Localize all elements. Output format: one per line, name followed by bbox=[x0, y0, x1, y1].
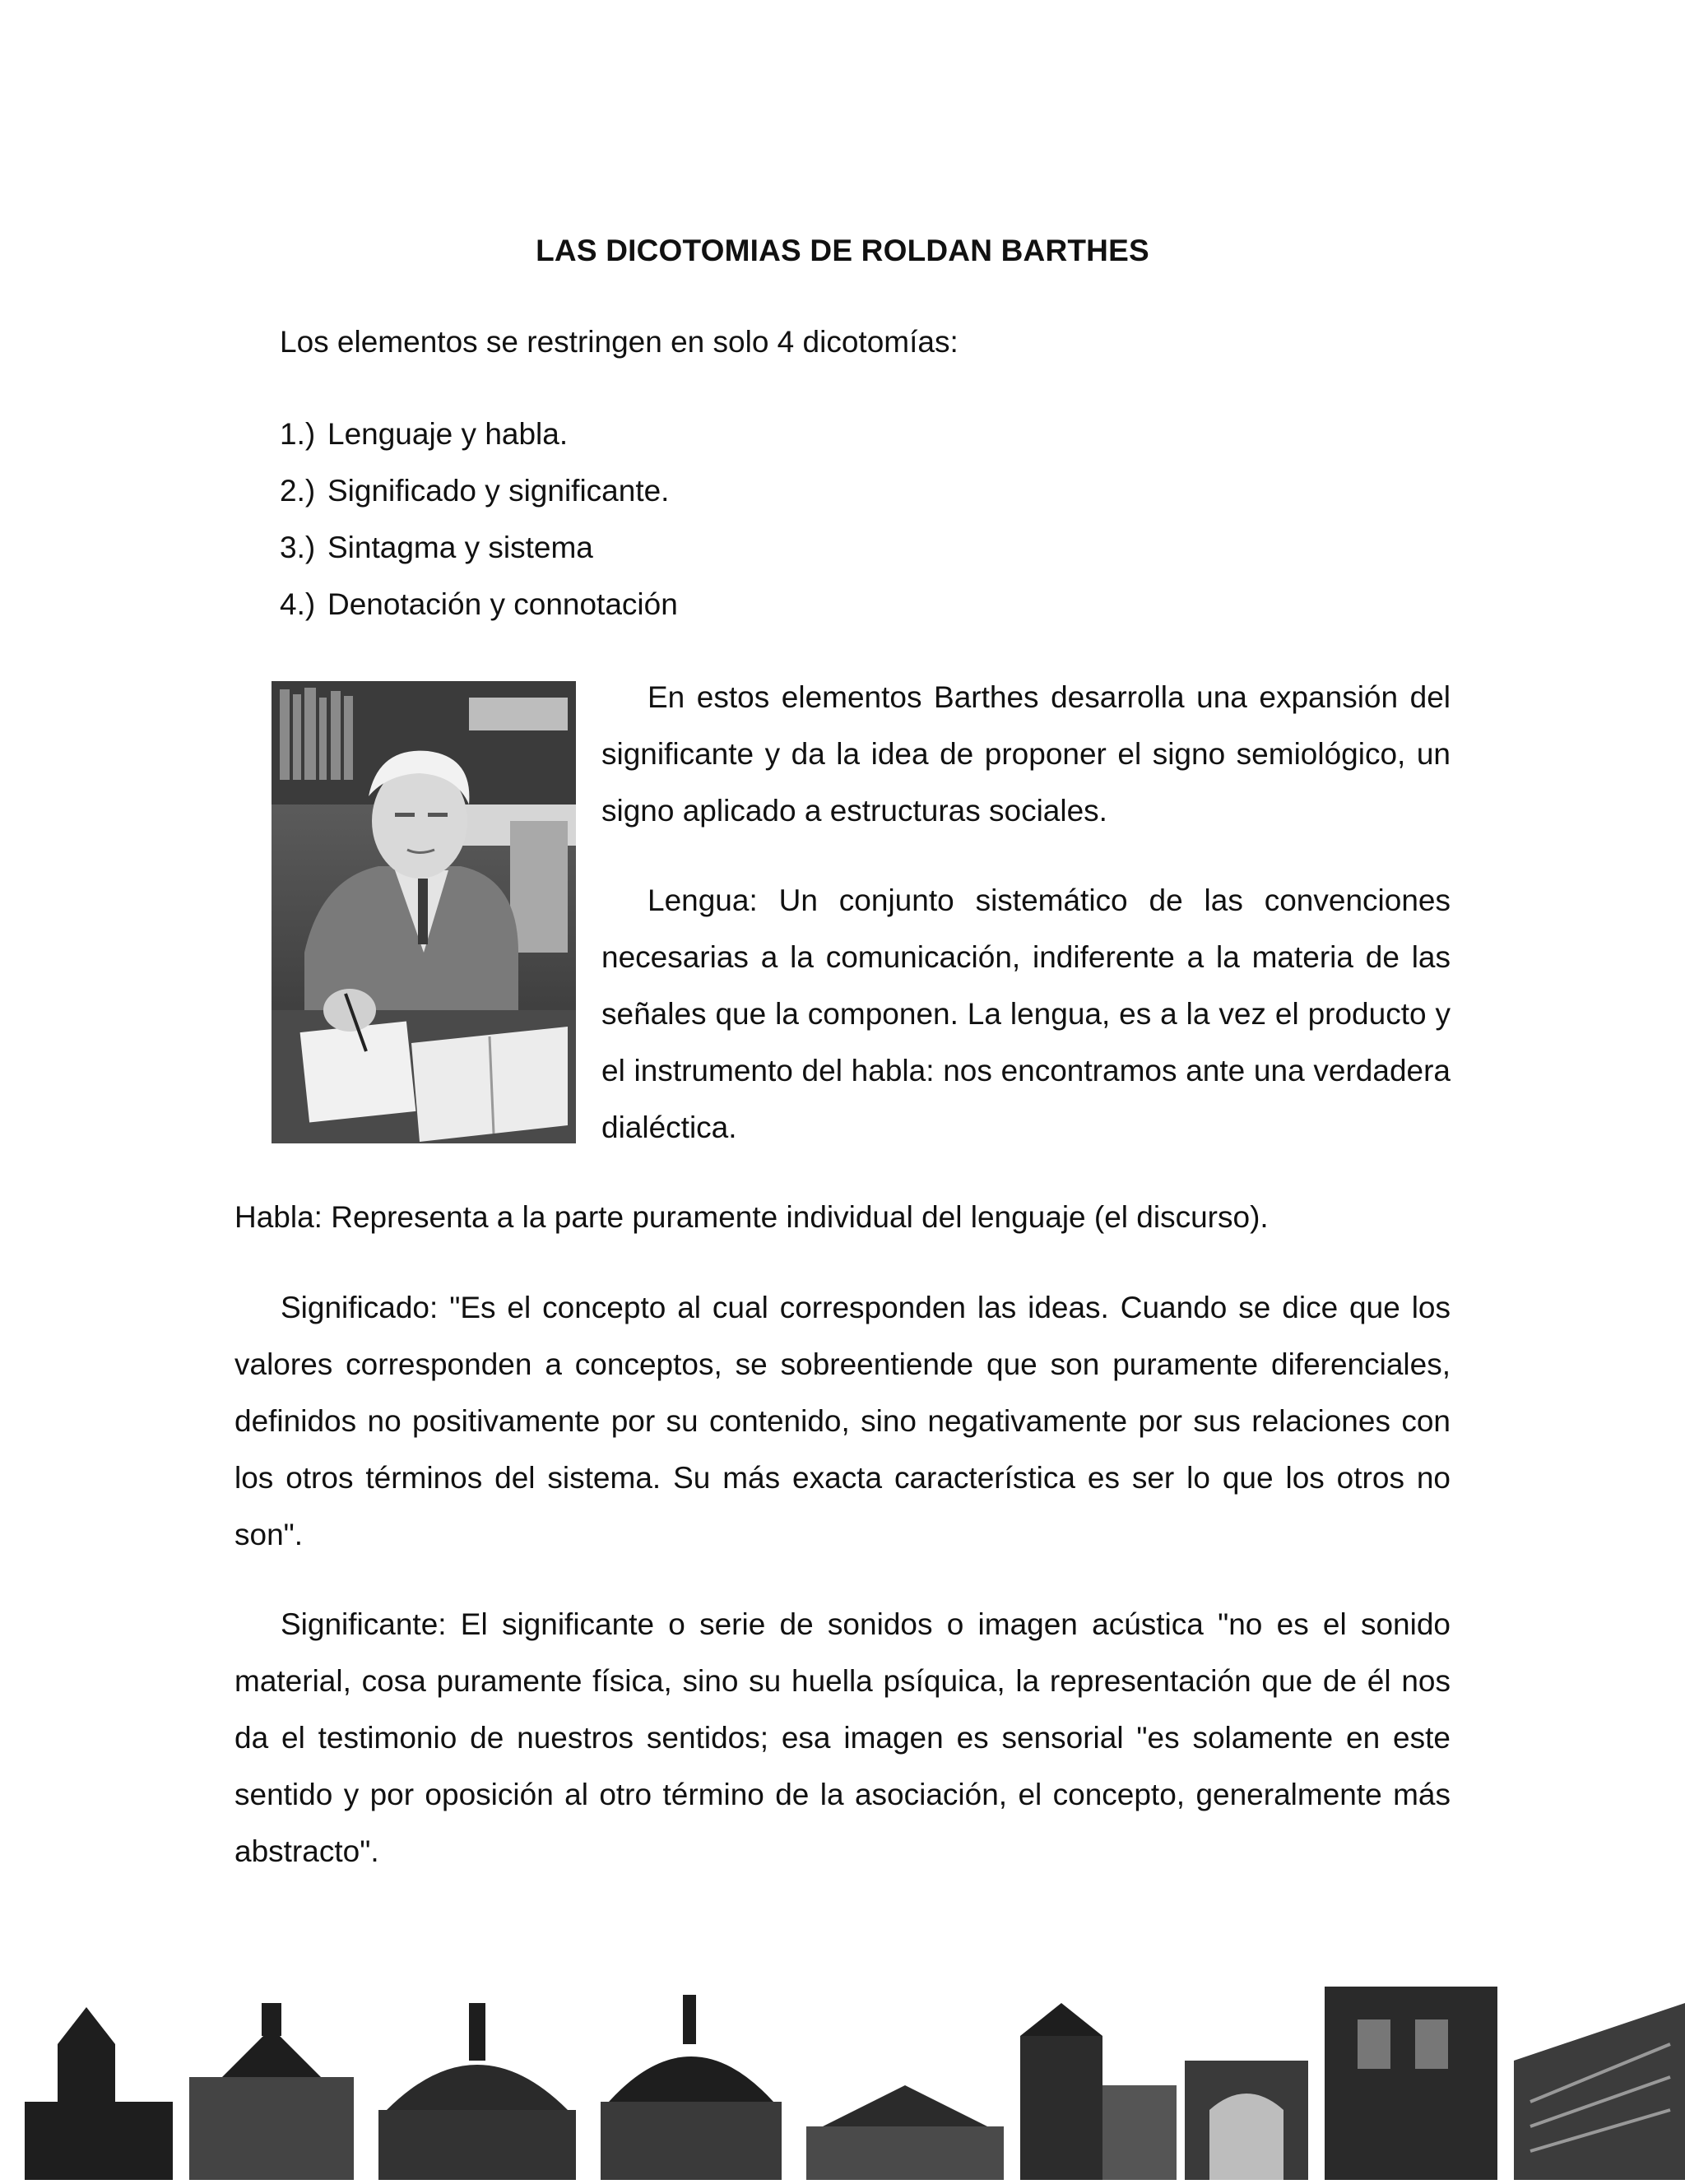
list-item bbox=[280, 525, 678, 582]
portrait-photo bbox=[272, 681, 576, 1143]
paragraph: Habla: Representa a la parte puramente individual del lenguaje (el discurso). bbox=[234, 1200, 1269, 1234]
list-item bbox=[280, 582, 678, 638]
paragraph: Significado: "Es el concepto al cual corresponden las ideas. Cuando se dice que los valores corresponden a conceptos, se sobreentiende que son puramente diferenciales, definidos no positivamente por su contenido, sino negativamente por sus relaciones con los otros términos del sistema. Su más exacta característica es ser lo que los otros no son". bbox=[234, 1291, 1451, 1551]
paragraph: En estos elementos Barthes desarrolla una expansión del significante y da la idea de proponer el signo semiológico, un signo aplicado a estructuras sociales. bbox=[601, 680, 1451, 828]
dichotomy-list bbox=[280, 411, 678, 638]
list-item-number: 3.) bbox=[280, 531, 316, 564]
paragraph: Significante: El significante o serie de sonidos o imagen acústica "no es el sonido material, cosa puramente física, sino su huella psíquica, la representación que de él nos da el testimonio de nuestros sentidos; esa imagen es sensorial "es solamente en este sentido y por oposición al otro término de la asociación, el concepto, generalmente más abstracto". bbox=[234, 1607, 1451, 1868]
paragraph: Lengua: Un conjunto sistemático de las convenciones necesarias a la comunicación, indiferente a la materia de las señales que la componen. La lengua, es a la vez el producto y el instrumento del habla: nos encontramos ante una verdadera dialéctica. bbox=[601, 883, 1451, 1144]
list-item-text: Significado y significante. bbox=[327, 474, 670, 508]
list-item-number: 2.) bbox=[280, 474, 316, 508]
list-item bbox=[280, 411, 678, 468]
list-item-text: Sintagma y sistema bbox=[327, 531, 593, 564]
list-item-text: Denotación y connotación bbox=[327, 587, 678, 621]
list-item-number: 1.) bbox=[280, 417, 316, 451]
list-item bbox=[280, 468, 678, 525]
list-item-text: Lenguaje y habla. bbox=[327, 417, 569, 451]
skyline-footer-illustration bbox=[0, 1987, 1685, 2180]
document-title: LAS DICOTOMIAS DE ROLDAN BARTHES bbox=[536, 234, 1149, 267]
list-item-number: 4.) bbox=[280, 587, 316, 621]
intro-text: Los elementos se restringen en solo 4 dicotomías: bbox=[280, 325, 959, 359]
